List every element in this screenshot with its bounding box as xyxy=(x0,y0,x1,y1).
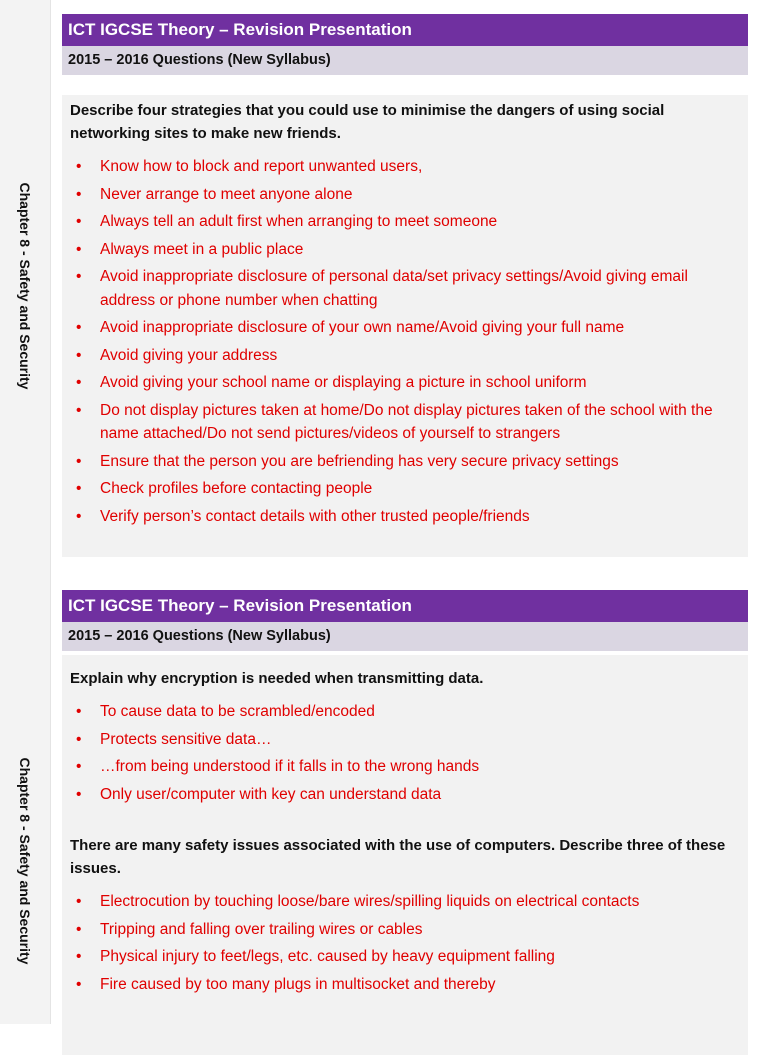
answer-item: • Electrocution by touching loose/bare wires/spilling liquids on electrical contacts xyxy=(70,890,738,914)
slide-content xyxy=(62,95,748,557)
answer-item: • Ensure that the person you are befriending has very secure privacy settings xyxy=(70,450,738,474)
answer-item: • To cause data to be scrambled/encoded xyxy=(70,700,738,724)
answer-item: • Never arrange to meet anyone alone xyxy=(70,183,738,207)
slide-title: ICT IGCSE Theory – Revision Presentation xyxy=(62,14,748,46)
answer-item: • Avoid giving your school name or displaying a picture in school uniform xyxy=(70,371,738,395)
slide-2 xyxy=(62,590,748,1055)
answer-item: • Check profiles before contacting people xyxy=(70,477,738,501)
answer-item: • Physical injury to feet/legs, etc. caused by heavy equipment falling xyxy=(70,945,738,969)
answer-list xyxy=(70,155,738,528)
side-chapter-label: Chapter 8 - Safety and Security xyxy=(17,757,33,965)
answer-item: • Know how to block and report unwanted users, xyxy=(70,155,738,179)
answer-item: • …from being understood if it falls in to the wrong hands xyxy=(70,755,738,779)
answer-item: • Avoid inappropriate disclosure of personal data/set privacy settings/Avoid giving email address or phone number when chatting xyxy=(70,265,738,312)
slide-content xyxy=(62,655,748,1055)
answer-item: • Do not display pictures taken at home/Do not display pictures taken of the school with the name attached/Do not send pictures/videos of yourself to strangers xyxy=(70,399,738,446)
answer-list xyxy=(70,890,738,996)
question-text: Explain why encryption is needed when transmitting data. xyxy=(70,670,484,687)
question-text: There are many safety issues associated with the use of computers. Describe three of these issues. xyxy=(70,837,726,877)
answer-item: • Verify person’s contact details with other trusted people/friends xyxy=(70,505,738,529)
answer-item: • Protects sensitive data… xyxy=(70,728,738,752)
answer-item: • Tripping and falling over trailing wires or cables xyxy=(70,918,738,942)
answer-item: • Avoid inappropriate disclosure of your own name/Avoid giving your full name xyxy=(70,316,738,340)
slide-subtitle: 2015 – 2016 Questions (New Syllabus) xyxy=(62,46,748,75)
side-chapter-label: Chapter 8 - Safety and Security xyxy=(17,182,33,390)
slide-subtitle: 2015 – 2016 Questions (New Syllabus) xyxy=(62,622,748,651)
answer-item: • Always tell an adult first when arranging to meet someone xyxy=(70,210,738,234)
answer-item: • Always meet in a public place xyxy=(70,238,738,262)
answer-list xyxy=(70,700,738,806)
answer-item: • Only user/computer with key can understand data xyxy=(70,783,738,807)
answer-item: • Avoid giving your address xyxy=(70,344,738,368)
slide-1 xyxy=(62,14,748,557)
slide-title: ICT IGCSE Theory – Revision Presentation xyxy=(62,590,748,622)
question-text: Describe four strategies that you could use to minimise the dangers of using social networking sites to make new friends. xyxy=(70,102,665,142)
answer-item: • Fire caused by too many plugs in multisocket and thereby xyxy=(70,973,738,997)
